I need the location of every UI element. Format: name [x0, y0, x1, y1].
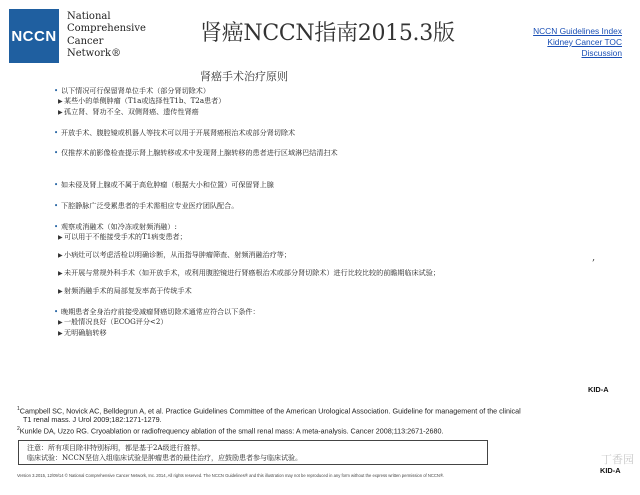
org-line: Cancer — [67, 35, 104, 47]
item-text: 以下情况可行保留肾单位手术（部分肾切除术） — [61, 86, 210, 95]
arrow-icon: ▶ — [58, 288, 63, 295]
arrow-icon: ▶ — [58, 98, 63, 105]
item-text: 仅推荐术前影像检查提示肾上腺转移或术中发现肾上腺转移的患者进行区域淋巴结清扫术 — [61, 148, 338, 157]
arrow-icon: ▶ — [58, 330, 63, 337]
sub-item — [54, 328, 574, 339]
principles-content — [54, 86, 574, 339]
bullet-icon: • — [54, 181, 59, 189]
org-line: Network® — [67, 48, 122, 60]
bullet-icon: • — [54, 308, 59, 316]
list-item — [54, 307, 574, 317]
org-name — [67, 11, 177, 61]
reference-text: Campbell SC, Novick AC, Belldegrun A, et al. Practice Guidelines Committee of the American Urological Association. Guideline for management of the clinical — [19, 406, 521, 416]
bullet-icon: • — [54, 149, 59, 157]
arrow-icon: ▶ — [58, 234, 63, 241]
note-line: 注意：所有项目除非特别标明，都是基于2A级进行推荐。 — [27, 444, 205, 452]
sub-item-text: 小病灶可以考虑活检以明确诊断，从而指导肿瘤筛查、射频消融治疗等； — [64, 250, 291, 259]
bullet-icon: • — [54, 87, 59, 95]
list-item — [54, 128, 574, 138]
list-item — [54, 148, 574, 158]
page-code-footer: KID-A — [600, 466, 621, 475]
note-line: 临床试验：NCCN坚信入组临床试验是肿瘤患者的最佳治疗，应鼓励患者参与临床试验。 — [27, 454, 302, 462]
guidelines-index-link[interactable]: NCCN Guidelines Index — [533, 26, 622, 36]
sub-item-text: 未开展与常规外科手术（如开放手术，或利用腹腔镜进行肾癌根治术或部分肾切除术）进行比较比较的前瞻期临床试验； — [64, 268, 440, 277]
sub-item-text: 射频消融手术的局部复发率高于传统手术 — [64, 286, 192, 295]
sub-item-text: 无明确脑转移 — [64, 328, 107, 337]
arrow-icon: ▶ — [58, 319, 63, 326]
bullet-icon: • — [54, 202, 59, 210]
sub-item-text: 可以用于不能接受手术的T1病变患者； — [64, 232, 187, 241]
section-subtitle: 肾癌手术治疗原则 — [200, 70, 288, 83]
bullet-icon: • — [54, 129, 59, 137]
watermark: 丁香园 — [601, 453, 634, 466]
org-line: National — [67, 11, 111, 22]
sub-item — [54, 232, 574, 243]
sub-item — [54, 250, 574, 261]
reference-number: 1 — [17, 406, 20, 412]
note-box — [18, 440, 488, 465]
list-item — [54, 201, 574, 211]
discussion-link[interactable]: Discussion — [581, 48, 622, 58]
reference-continuation: T1 renal mass. J Urol 2009;182:1271-1279. — [23, 414, 162, 424]
sub-item-text: 某些小的单侧肿瘤（T1a或选择性T1b、T2a患者） — [64, 96, 226, 105]
sub-item — [54, 96, 574, 107]
bullet-icon: • — [54, 223, 59, 231]
item-text: 开放手术、腹腔镜或机器人等技术可以用于开展肾癌根治术或部分肾切除术 — [61, 128, 296, 137]
reference-number: 2 — [17, 425, 20, 432]
item-text: 晚期患者全身治疗前接受减瘤肾癌切除术通常应符合以下条件： — [61, 307, 260, 316]
list-item — [54, 222, 574, 232]
stray-mark: , — [592, 252, 596, 263]
reference-text: Kunkle DA, Uzzo RG. Cryoablation or radiofrequency ablation of the small renal mass: A meta-analysis. Cancer 2008;113:2671-2680. — [19, 425, 444, 435]
item-text: 如未侵及肾上腺或不属于高危肿瘤（根据大小和位置）可保留肾上腺 — [61, 180, 274, 189]
references — [17, 405, 627, 436]
copyright-footer: Version 3.2015, 12/09/14 © National Comprehensive Cancer Network, Inc. 2014, All rights reserved. The NCCN Guidelines® and this illustration may not be reproduced in any form without the express written permission of NCCN®. — [17, 473, 445, 478]
nccn-logo: NCCN — [9, 9, 59, 63]
kidney-cancer-toc-link[interactable]: Kidney Cancer TOC — [547, 37, 622, 47]
item-text: 下腔静脉广泛受累患者的手术需相应专业医疗团队配合。 — [61, 201, 239, 210]
sub-item — [54, 286, 574, 297]
page-code: KID-A — [588, 385, 609, 394]
sub-item-text: 一般情况良好（ECOG评分<2） — [64, 317, 168, 326]
sub-item — [54, 317, 574, 328]
list-item — [54, 86, 574, 96]
item-text: 观察或消融术（如冷冻或射频消融）: — [61, 222, 177, 231]
sub-item — [54, 268, 574, 279]
list-item — [54, 180, 574, 190]
org-line: Comprehensive — [67, 23, 146, 35]
page-title: 肾癌NCCN指南2015.3版 — [200, 21, 455, 46]
arrow-icon: ▶ — [58, 270, 63, 277]
arrow-icon: ▶ — [58, 252, 63, 259]
arrow-icon: ▶ — [58, 109, 63, 116]
reference-item — [17, 425, 627, 436]
nav-links — [533, 26, 622, 59]
sub-item-text: 孤立肾、肾功不全、双侧肾癌、遗传性肾癌 — [64, 107, 199, 116]
sub-item — [54, 107, 574, 118]
